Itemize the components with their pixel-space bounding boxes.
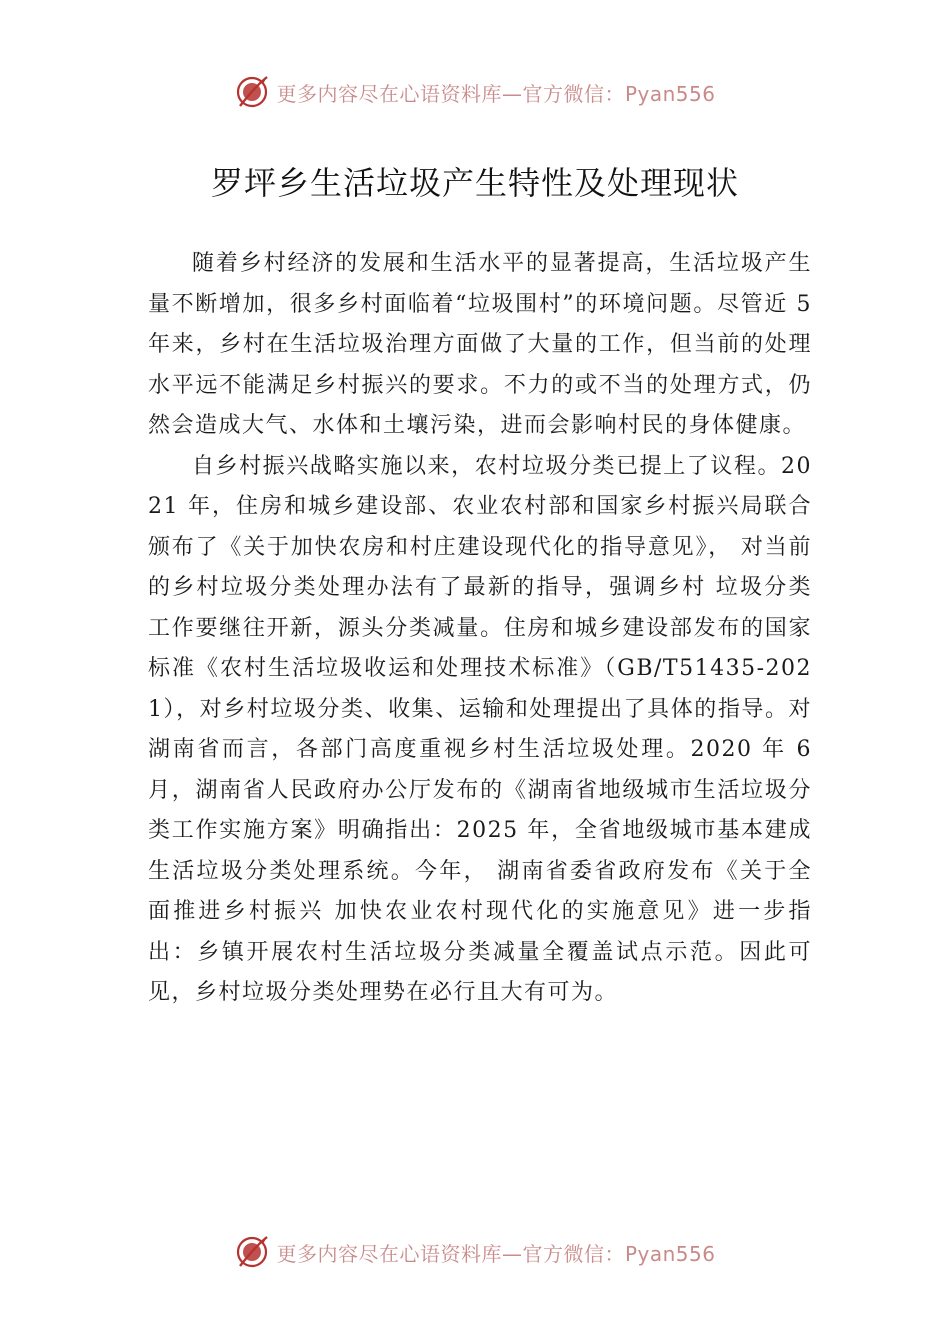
- page-title: 罗坪乡生活垃圾产生特性及处理现状: [210, 164, 739, 202]
- document-body: [148, 244, 812, 1014]
- header-banner-text: 更多内容尽在心语资料库—官方微信：Pyan556: [276, 81, 716, 106]
- quill-pen-seal-icon: [234, 1234, 270, 1270]
- header-banner: [0, 74, 950, 110]
- footer-banner-text: 更多内容尽在心语资料库—官方微信：Pyan556: [276, 1241, 716, 1266]
- quill-pen-seal-icon: [234, 74, 270, 110]
- paragraph: 随着乡村经济的发展和生活水平的显著提高，生活垃圾产生量不断增加，很多乡村面临着“垃圾围村”的环境问题。尽管近 5 年来，乡村在生活垃圾治理方面做了大量的工作，但当前的处理水平远不能满足乡村振兴的要求。不力的或不当的处理方式，仍然会造成大气、水体和土壤污染，进而会影响村民的身体健康。: [148, 251, 812, 438]
- paragraph: 自乡村振兴战略实施以来，农村垃圾分类已提上了议程。2021 年，住房和城乡建设部、农业农村部和国家乡村振兴局联合颁布了《关于加快农房和村庄建设现代化的指导意见》， 对当前的乡村垃圾分类处理办法有了最新的指导，强调乡村 垃圾分类工作要继往开新，源头分类减量。住房和城乡建设部发布的国家标准《农村生活垃圾收运和处理技术标准》（GB/T51435-2021），对乡村垃圾分类、收集、运输和处理提出了具体的指导。对湖南省而言，各部门高度重视乡村生活垃圾处理。2020 年 6 月，湖南省人民政府办公厅发布的《湖南省地级城市生活垃圾分类工作实施方案》明确指出：2025 年，全省地级城市基本建成生活垃圾分类处理系统。今年， 湖南省委省政府发布《关于全面推进乡村振兴 加快农业农村现代化的实施意见》进一步指出：乡镇开展农村生活垃圾分类减量全覆盖试点示范。因此可见，乡村垃圾分类处理势在必行且大有可为。: [148, 453, 812, 1005]
- footer-banner: [0, 1234, 950, 1270]
